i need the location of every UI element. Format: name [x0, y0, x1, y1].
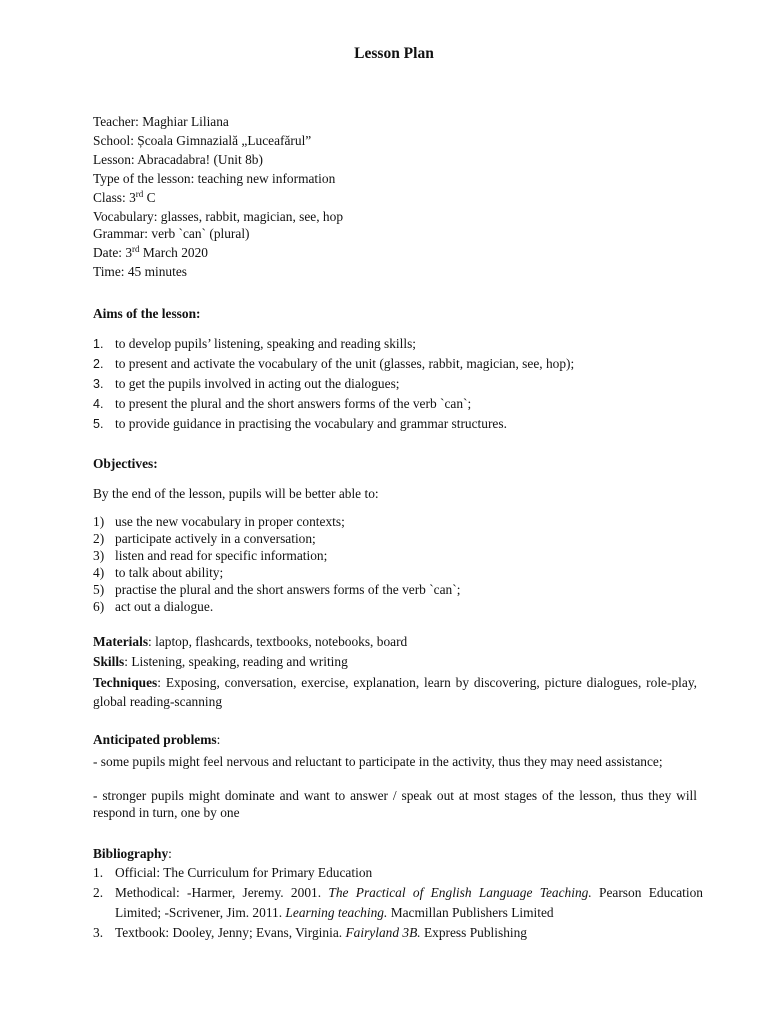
problem-1: - some pupils might feel nervous and reluctant to participate in the activity, thus they may need assistance;	[93, 754, 663, 769]
bibliography-list	[93, 863, 703, 943]
techniques-text: : Exposing, conversation, exercise, explanation, learn by discovering, picture dialogues, role-play, global reading-scanning	[93, 675, 697, 709]
item-text: listen and read for specific information;	[115, 548, 328, 563]
item-number: 5.	[93, 417, 104, 431]
text-part: Macmillan Publishers Limited	[387, 905, 554, 920]
text-part: Express Publishing	[420, 925, 527, 940]
item-text: to provide guidance in practising the vocabulary and grammar structures.	[115, 416, 507, 431]
objectives-list	[93, 513, 713, 615]
item-text: to present the plural and the short answers forms of the verb `can`;	[115, 396, 472, 411]
materials-line	[93, 633, 697, 651]
list-item	[93, 513, 713, 530]
date-line	[93, 243, 713, 262]
lesson-type-line: Type of the lesson: teaching new information	[93, 171, 336, 186]
list-item	[93, 598, 713, 615]
item-text: to develop pupils’ listening, speaking and reading skills;	[115, 336, 416, 351]
item-text: to present and activate the vocabulary of the unit (glasses, rabbit, magician, see, hop);	[115, 356, 575, 371]
list-item	[93, 414, 713, 434]
book-title: The Practical of English Language Teaching.	[328, 885, 592, 900]
date-superscript: rd	[132, 244, 140, 254]
bibliography-label: Bibliography	[93, 846, 169, 861]
lesson-info	[93, 112, 713, 281]
list-item	[93, 374, 713, 394]
item-text	[115, 923, 703, 943]
class-line	[93, 188, 713, 207]
list-item	[93, 863, 703, 883]
item-text: use the new vocabulary in proper contexts;	[115, 514, 345, 529]
time-line: Time: 45 minutes	[93, 264, 187, 279]
item-number: 5)	[93, 582, 105, 597]
list-item	[93, 581, 713, 598]
objectives-heading: Objectives:	[93, 456, 158, 471]
item-number: 4.	[93, 397, 104, 411]
item-text: practise the plural and the short answers forms of the verb `can`;	[115, 582, 461, 597]
skills-text: : Listening, speaking, reading and writing	[124, 654, 348, 669]
item-number: 3)	[93, 548, 105, 563]
item-number: 2.	[93, 885, 104, 900]
school-line: School: Școala Gimnazială „Luceafărul”	[93, 133, 312, 148]
text-part: Textbook: Dooley, Jenny; Evans, Virginia.	[115, 925, 346, 940]
list-item	[93, 394, 713, 414]
book-title: Fairyland 3B.	[345, 925, 421, 940]
class-suffix: C	[143, 190, 156, 205]
item-text: to talk about ability;	[115, 565, 224, 580]
item-number: 1.	[93, 865, 104, 880]
text-part: Methodical: -Harmer, Jeremy. 2001.	[115, 885, 329, 900]
item-number: 4)	[93, 565, 105, 580]
item-text: act out a dialogue.	[115, 599, 214, 614]
techniques-paragraph	[93, 673, 697, 711]
problems-label: Anticipated problems	[93, 732, 217, 747]
date-suffix: March 2020	[139, 245, 208, 260]
item-number: 3.	[93, 925, 104, 940]
bibliography-heading	[93, 845, 697, 863]
item-text	[115, 883, 703, 923]
bibliography-colon: :	[168, 846, 172, 861]
item-number: 6)	[93, 599, 105, 614]
vocabulary-line: Vocabulary: glasses, rabbit, magician, see, hop	[93, 209, 344, 224]
grammar-line: Grammar: verb `can` (plural)	[93, 226, 250, 241]
skills-line	[93, 653, 697, 671]
item-number: 2.	[93, 357, 104, 371]
skills-label: Skills	[93, 654, 125, 669]
text-part: Pearson Education Limited; -Scrivener, Jim. 2011.	[115, 885, 703, 920]
book-title: Learning teaching.	[285, 905, 388, 920]
problems-colon: :	[216, 732, 221, 747]
page-title: Lesson Plan	[354, 45, 434, 62]
item-number: 2)	[93, 531, 105, 546]
class-prefix: Class: 3	[93, 190, 136, 205]
list-item	[93, 354, 713, 374]
aims-heading: Aims of the lesson:	[93, 306, 201, 321]
list-item	[93, 923, 703, 943]
item-number: 1)	[93, 514, 105, 529]
materials-text: : laptop, flashcards, textbooks, notebooks, board	[148, 634, 408, 649]
item-number: 1.	[93, 337, 104, 351]
date-prefix: Date: 3	[93, 245, 133, 260]
item-text: Official: The Curriculum for Primary Education	[115, 865, 373, 880]
list-item	[93, 564, 713, 581]
item-text: participate actively in a conversation;	[115, 531, 316, 546]
problem-2: - stronger pupils might dominate and want to answer / speak out at most stages of the lesson, thus they will respond in turn, one by one	[93, 788, 697, 820]
item-number: 3.	[93, 377, 104, 391]
problems-heading	[93, 731, 697, 749]
aims-list	[93, 334, 713, 434]
list-item	[93, 530, 713, 547]
list-item	[93, 883, 703, 923]
item-text: to get the pupils involved in acting out the dialogues;	[115, 376, 400, 391]
materials-label: Materials	[93, 634, 149, 649]
techniques-label: Techniques	[93, 675, 158, 690]
list-item	[93, 547, 713, 564]
objectives-intro: By the end of the lesson, pupils will be better able to:	[93, 486, 379, 501]
teacher-line: Teacher: Maghiar Liliana	[93, 114, 229, 129]
class-superscript: rd	[135, 189, 144, 199]
list-item	[93, 334, 713, 354]
lesson-line: Lesson: Abracadabra! (Unit 8b)	[93, 152, 263, 167]
